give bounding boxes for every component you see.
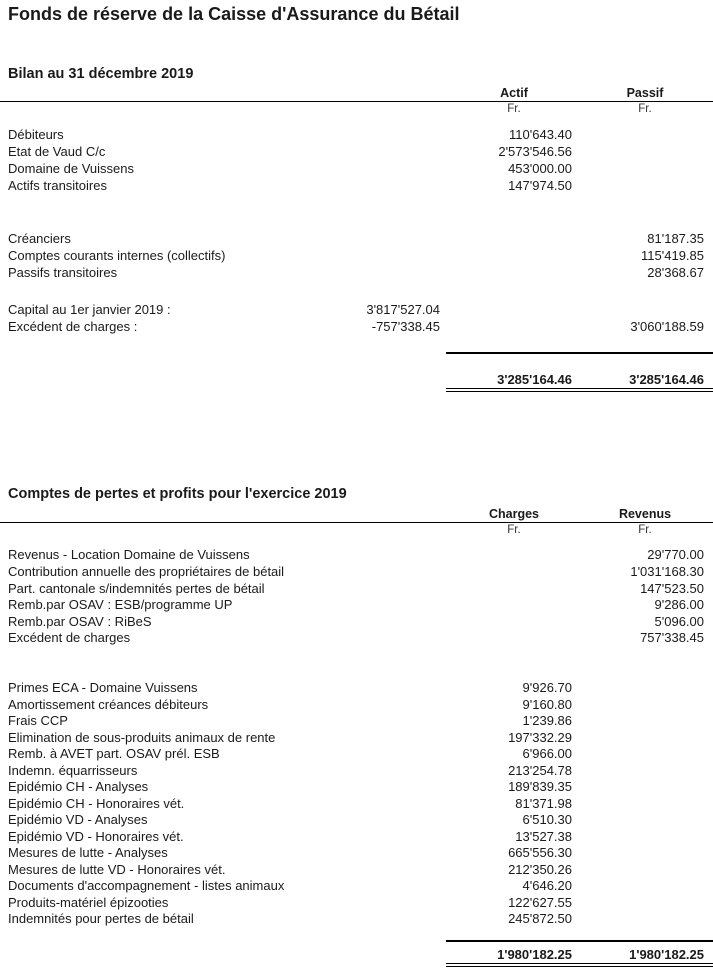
bilan-total-top-rule xyxy=(446,352,713,354)
row-label: Epidémio CH - Analyses xyxy=(8,779,149,794)
row-charge-value: 13'527.38 xyxy=(515,829,572,844)
col-actif-header: Actif xyxy=(500,86,528,100)
row-label: Documents d'accompagnement - listes animaux xyxy=(8,878,285,893)
row-charge-value: 197'332.29 xyxy=(508,730,572,745)
row-label: Excédent de charges : xyxy=(8,319,138,334)
row-passif-value: 81'187.35 xyxy=(647,231,704,246)
row-charge-value: 6'966.00 xyxy=(522,746,572,761)
row-label: Domaine de Vuissens xyxy=(8,161,134,176)
pp-heading: Comptes de pertes et profits pour l'exercice 2019 xyxy=(8,486,347,502)
pp-total-charges: 1'980'182.25 xyxy=(497,947,572,962)
row-label: Capital au 1er janvier 2019 : xyxy=(8,302,171,317)
row-mid-value: -757'338.45 xyxy=(371,319,440,334)
bilan-total-bottom-rule-1 xyxy=(446,388,713,389)
page-title: Fonds de réserve de la Caisse d'Assurance du Bétail xyxy=(8,4,460,24)
row-charge-value: 9'926.70 xyxy=(522,680,572,695)
row-label: Excédent de charges xyxy=(8,630,131,645)
row-label: Mesures de lutte - Analyses xyxy=(8,845,168,860)
row-passif-value: 28'368.67 xyxy=(647,265,704,280)
row-actif-value: 110'643.40 xyxy=(509,127,572,142)
row-label: Débiteurs xyxy=(8,127,64,142)
bilan-header-rule xyxy=(0,101,713,102)
row-actif-value: 453'000.00 xyxy=(508,161,572,176)
row-charge-value: 213'254.78 xyxy=(508,763,572,778)
row-charge-value: 1'239.86 xyxy=(522,713,572,728)
pp-total-revenus: 1'980'182.25 xyxy=(629,947,704,962)
row-label: Indemnités pour pertes de bétail xyxy=(8,911,194,926)
row-charge-value: 189'839.35 xyxy=(508,779,572,794)
row-revenu-value: 9'286.00 xyxy=(654,597,704,612)
row-charge-value: 4'646.20 xyxy=(522,878,572,893)
row-label: Part. cantonale s/indemnités pertes de bétail xyxy=(8,581,265,596)
bilan-heading: Bilan au 31 décembre 2019 xyxy=(8,66,194,82)
col-passif-header: Passif xyxy=(626,86,664,100)
row-charge-value: 9'160.80 xyxy=(522,697,572,712)
row-label: Epidémio VD - Honoraires vét. xyxy=(8,829,184,844)
row-label: Frais CCP xyxy=(8,713,68,728)
pp-header-rule xyxy=(0,522,713,523)
pp-total-bottom-rule-2 xyxy=(446,966,713,967)
unit-passif: Fr. xyxy=(638,103,652,115)
row-label: Actifs transitoires xyxy=(8,178,107,193)
col-revenus-header: Revenus xyxy=(618,507,672,521)
row-label: Amortissement créances débiteurs xyxy=(8,697,209,712)
unit-charges: Fr. xyxy=(507,524,521,536)
row-charge-value: 81'371.98 xyxy=(515,796,572,811)
col-charges-header: Charges xyxy=(488,507,540,521)
row-label: Primes ECA - Domaine Vuissens xyxy=(8,680,198,695)
row-label: Créanciers xyxy=(8,231,71,246)
row-label: Mesures de lutte VD - Honoraires vét. xyxy=(8,862,226,877)
row-label: Comptes courants internes (collectifs) xyxy=(8,248,226,263)
row-actif-value: 147'974.50 xyxy=(508,178,572,193)
row-revenu-value: 1'031'168.30 xyxy=(630,564,704,579)
pp-total-bottom-rule-1 xyxy=(446,963,713,964)
pp-total-top-rule xyxy=(446,940,713,942)
row-label: Remb.par OSAV : ESB/programme UP xyxy=(8,597,233,612)
unit-revenus: Fr. xyxy=(638,524,652,536)
row-label: Etat de Vaud C/c xyxy=(8,144,106,159)
row-revenu-value: 147'523.50 xyxy=(640,581,704,596)
row-charge-value: 245'872.50 xyxy=(508,911,572,926)
bilan-total-bottom-rule-2 xyxy=(446,391,713,392)
row-passif-value: 3'060'188.59 xyxy=(630,319,704,334)
row-actif-value: 2'573'546.56 xyxy=(498,144,572,159)
bilan-total-passif: 3'285'164.46 xyxy=(629,372,704,387)
row-revenu-value: 5'096.00 xyxy=(654,614,704,629)
row-label: Indemn. équarrisseurs xyxy=(8,763,138,778)
row-label: Epidémio CH - Honoraires vét. xyxy=(8,796,185,811)
row-label: Passifs transitoires xyxy=(8,265,118,280)
row-label: Revenus - Location Domaine de Vuissens xyxy=(8,547,250,562)
row-revenu-value: 757'338.45 xyxy=(640,630,704,645)
row-label: Produits-matériel épizooties xyxy=(8,895,169,910)
row-charge-value: 6'510.30 xyxy=(522,812,572,827)
row-label: Remb. à AVET part. OSAV prél. ESB xyxy=(8,746,220,761)
row-charge-value: 212'350.26 xyxy=(508,862,572,877)
row-label: Epidémio VD - Analyses xyxy=(8,812,148,827)
row-revenu-value: 29'770.00 xyxy=(647,547,704,562)
row-charge-value: 122'627.55 xyxy=(508,895,572,910)
row-mid-value: 3'817'527.04 xyxy=(366,302,440,317)
row-label: Contribution annuelle des propriétaires de bétail xyxy=(8,564,285,579)
unit-actif: Fr. xyxy=(507,103,521,115)
row-label: Elimination de sous-produits animaux de rente xyxy=(8,730,276,745)
row-label: Remb.par OSAV : RiBeS xyxy=(8,614,152,629)
row-passif-value: 115'419.85 xyxy=(641,248,704,263)
row-charge-value: 665'556.30 xyxy=(508,845,572,860)
bilan-total-actif: 3'285'164.46 xyxy=(497,372,572,387)
